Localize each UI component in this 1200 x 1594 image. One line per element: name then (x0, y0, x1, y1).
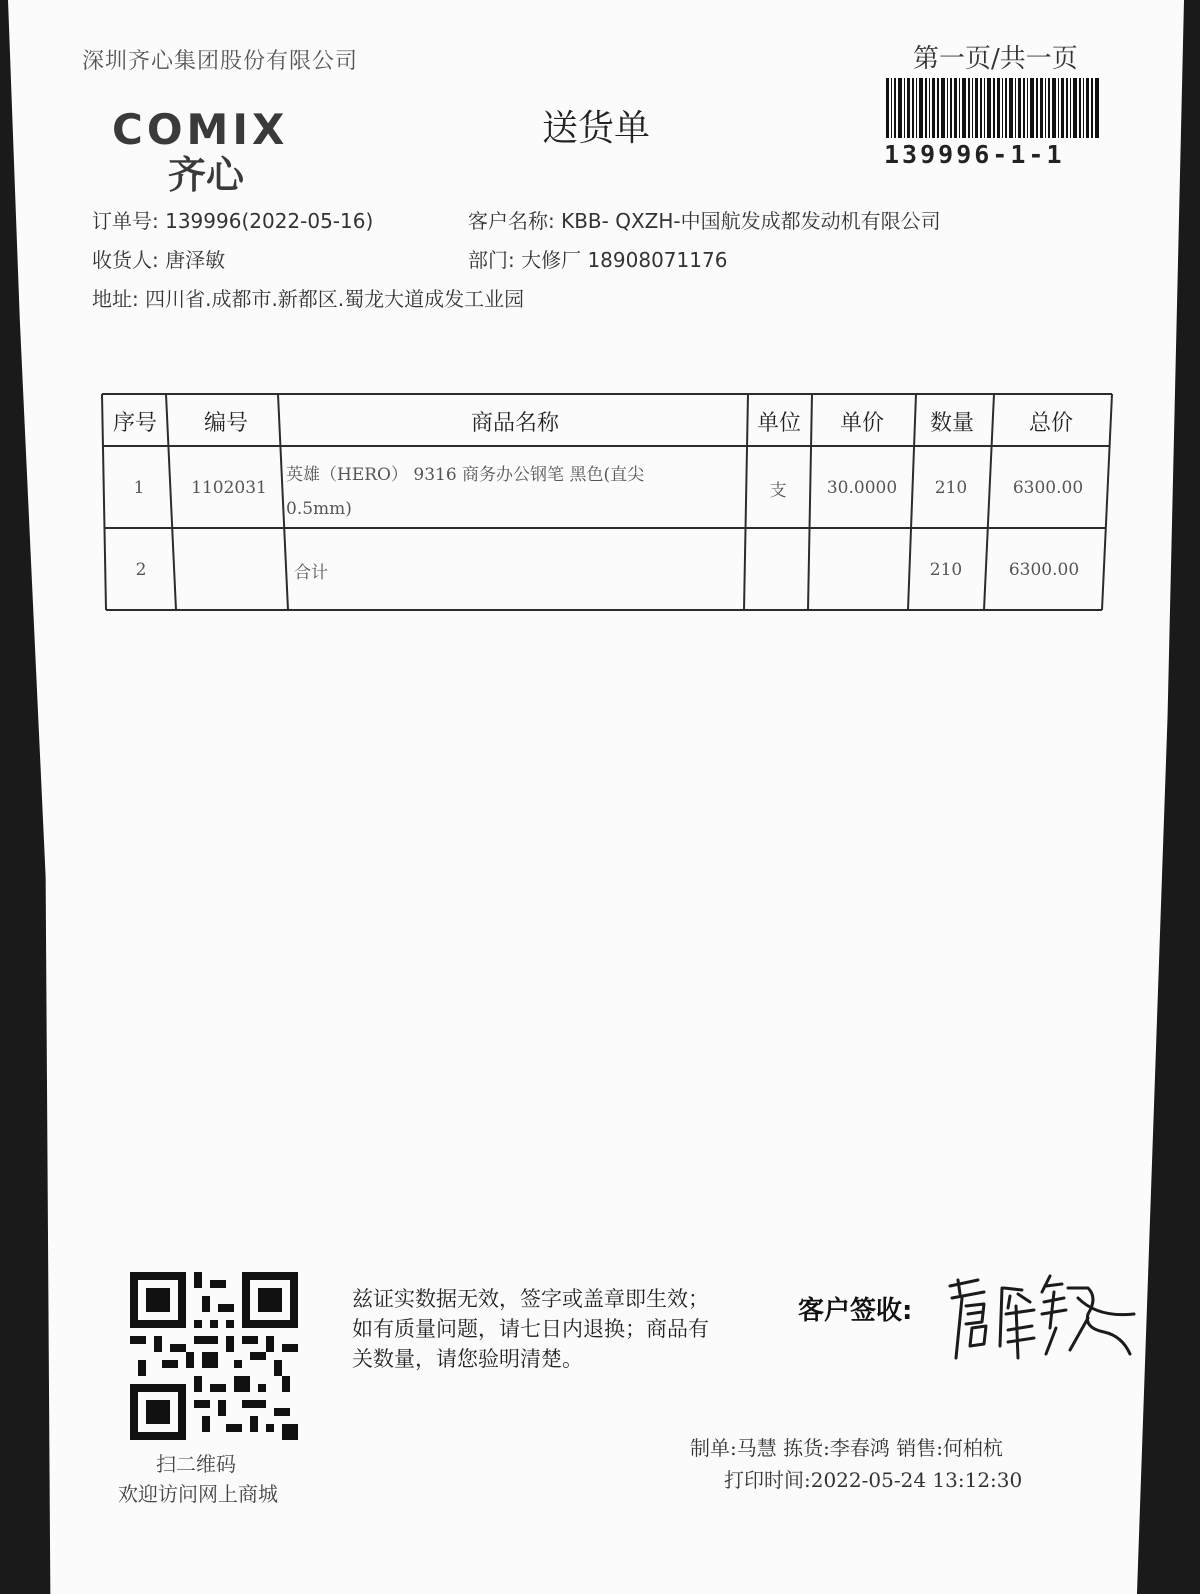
row2-name: 合计 (294, 562, 328, 583)
order-number: 订单号: 139996(2022-05-16) (92, 209, 374, 233)
items-table (90, 388, 1116, 614)
notice-text: 兹证实数据无效，签字或盖章即生效；如有质量问题，请七日内退换；商品有关数量，请您验明清楚。 (352, 1287, 709, 1371)
header-price: 单价 (839, 410, 884, 436)
row2-price (808, 530, 908, 610)
qr-caption-scan: 扫二维码 (156, 1452, 236, 1476)
row1-qty: 210 (934, 478, 968, 498)
receiver: 收货人: 唐泽敏 (92, 248, 226, 272)
row1-unit: 支 (769, 480, 787, 501)
customer-name: 客户名称: KBB- QXZH-中国航发成都发动机有限公司 (468, 209, 941, 233)
row1-total: 6300.00 (1012, 478, 1084, 498)
row1-code: 1102031 (191, 478, 267, 498)
row2-seq: 2 (135, 560, 147, 580)
handwritten-signature (938, 1258, 1138, 1368)
qr-caption-welcome: 欢迎访问网上商城 (118, 1482, 278, 1506)
header-name: 商品名称 (470, 410, 559, 436)
comix-logo (110, 104, 328, 194)
header-code: 编号 (203, 410, 248, 436)
row1-name-line2: 0.5mm) (286, 498, 352, 519)
row1-name (286, 452, 742, 526)
customer-sign-label: 客户签收: (798, 1296, 913, 1326)
row2-code (176, 530, 286, 610)
row2-qty: 210 (929, 560, 963, 580)
barcode (886, 78, 1100, 138)
header-total: 总价 (1028, 410, 1073, 436)
company-name: 深圳齐心集团股份有限公司 (82, 49, 359, 74)
qr-code (130, 1272, 298, 1440)
header-seq: 序号 (112, 410, 157, 436)
logo-chinese: 齐心 (168, 153, 245, 194)
staff-info: 制单:马慧 拣货:李春鸿 销售:何柏杭 (690, 1436, 1003, 1460)
row1-price: 30.0000 (826, 478, 898, 498)
row1-seq: 1 (133, 478, 145, 498)
header-unit: 单位 (756, 410, 801, 436)
document-title: 送货单 (542, 108, 651, 149)
header-qty: 数量 (929, 410, 974, 436)
row1-name-line1: 英雄（HERO） 9316 商务办公钢笔 黑色(直尖 (286, 464, 645, 485)
row2-unit (744, 530, 808, 610)
address: 地址: 四川省.成都市.新都区.蜀龙大道成发工业园 (92, 287, 525, 311)
department: 部门: 大修厂 18908071176 (468, 248, 728, 272)
barcode-number: 139996-1-1 (884, 140, 1065, 169)
row2-total: 6300.00 (1008, 560, 1080, 580)
page-info: 第一页/共一页 (913, 44, 1078, 74)
print-time: 打印时间:2022-05-24 13:12:30 (724, 1468, 1023, 1492)
logo-text: COMIX (112, 105, 289, 154)
